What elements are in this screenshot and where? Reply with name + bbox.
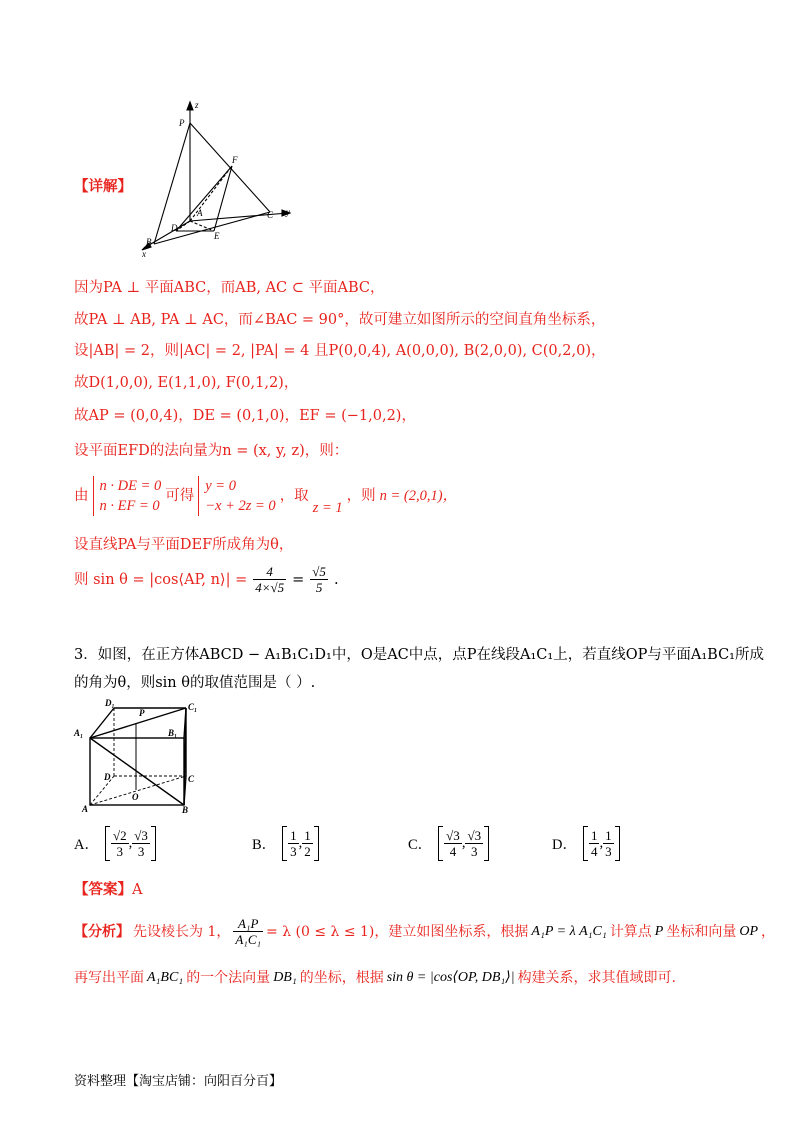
option-C-b-num: √3 bbox=[467, 828, 482, 843]
label-P: P bbox=[139, 708, 145, 718]
solution-line-1: 因为PA ⊥ 平面ABC，而AB, AC ⊂ 平面ABC， bbox=[74, 280, 385, 296]
solution-angle-line: 设直线PA与平面DEF所成角为θ， bbox=[74, 537, 294, 553]
analysis-p3: 计算点 bbox=[609, 923, 652, 940]
option-D-a-num: 1 bbox=[590, 828, 598, 843]
problem-line-1 bbox=[74, 645, 764, 665]
option-A-interval: $\frac{√2}{3}$ , $\frac{√3}{3}$ bbox=[105, 826, 156, 861]
solution-line-3: 设|AB| = 2，则|AC| = 2, |PA| = 4 且P(0,0,4), A(0,0,0), B(2,0,0), C(0,2,0)， bbox=[74, 343, 606, 359]
option-C-b-den: 3 bbox=[471, 844, 478, 859]
take-text: ，取 bbox=[279, 488, 309, 504]
option-B-a-num: 1 bbox=[290, 828, 297, 843]
problem-line-2: 的角为θ，则sin θ的取值范围是（ ）. bbox=[74, 675, 316, 691]
z-arrow bbox=[187, 102, 193, 110]
option-C-a-den: 4 bbox=[449, 844, 457, 859]
label-B: B bbox=[182, 805, 189, 814]
analysis-frac-num: A₁P bbox=[233, 916, 263, 932]
analysis-formula: sin θ = |cos⟨OP, DB₁⟩| bbox=[386, 970, 515, 985]
analysis-frac-den: A₁C₁ bbox=[235, 932, 262, 947]
label-A: A bbox=[197, 208, 203, 218]
analysis-line2a: 再写出平面 bbox=[74, 970, 144, 986]
edge-FD bbox=[176, 166, 232, 231]
option-D-b-num: 1 bbox=[605, 828, 612, 843]
option-C-a-num: √3 bbox=[446, 828, 460, 843]
result-fraction-den: 4×√5 bbox=[255, 580, 285, 595]
label-y: y bbox=[286, 207, 290, 217]
system-mid: 可得 bbox=[165, 488, 195, 504]
option-D-interval: $\frac{1}{4}$ , $\frac{1}{3}$ bbox=[583, 826, 620, 861]
solution-system-line bbox=[74, 476, 457, 516]
system-1-eq-2: n · EF = 0 bbox=[99, 498, 160, 514]
edge-AE bbox=[190, 221, 214, 231]
label-C: C bbox=[188, 774, 195, 784]
label-D: D bbox=[171, 223, 178, 233]
analysis-vec-DB1: DB₁ bbox=[273, 970, 297, 985]
page-footer: 资料整理【淘宝店铺：向阳百分百】 bbox=[74, 1074, 283, 1089]
solution-line-2: 故PA ⊥ AB, PA ⊥ AC，而∠BAC = 90°，故可建立如图所示的空间直角坐标系， bbox=[74, 312, 606, 328]
analysis-p2: = λ (0 ≤ λ ≤ 1)，建立如图坐标系，根据 bbox=[266, 923, 529, 940]
label-F: F bbox=[232, 155, 238, 165]
option-D[interactable] bbox=[552, 826, 620, 861]
problem-text-1: 如图，在正方体ABCD − A₁B₁C₁D₁中，O是AC中点，点P在线段A₁C₁上，若直线OP与平面A₁BC₁所成 bbox=[97, 647, 764, 663]
label-A: A bbox=[82, 804, 89, 814]
option-B-b-den: 2 bbox=[304, 844, 311, 859]
take-value: z = 1 bbox=[312, 500, 343, 516]
answer-tag: 【答案】 bbox=[74, 882, 132, 898]
result-eq: = bbox=[292, 571, 305, 588]
system-prefix: 由 bbox=[74, 488, 89, 504]
option-B-a-den: 3 bbox=[290, 844, 297, 859]
result-prefix: 则 sin θ = |cos⟨AP, n⟩| = bbox=[74, 571, 248, 588]
label-O: O bbox=[132, 792, 139, 802]
option-B-letter: B． bbox=[252, 837, 277, 853]
result-fraction-num: 4 bbox=[253, 564, 286, 580]
option-A-b-den: 3 bbox=[137, 844, 145, 859]
solution-line-4: 故D(1,0,0), E(1,1,0), F(0,1,2)， bbox=[74, 375, 299, 391]
analysis-line2b: 的一个法向量 bbox=[186, 970, 271, 986]
system-2-eq-2: −x + 2z = 0 bbox=[205, 498, 276, 514]
system-1-eq-1: n · DE = 0 bbox=[99, 478, 162, 494]
analysis-line2d: 构建关系，求其值域即可. bbox=[517, 970, 677, 986]
label-A1: A₁ bbox=[74, 728, 84, 738]
label-D1: D₁ bbox=[105, 698, 115, 708]
analysis-p4: 坐标和向量 bbox=[666, 923, 737, 940]
solution-tag: 【详解】 bbox=[74, 179, 132, 195]
then-text: ，则 bbox=[346, 488, 376, 504]
option-D-b-den: 3 bbox=[605, 844, 612, 859]
option-A-a-num: √2 bbox=[112, 828, 127, 843]
option-C[interactable] bbox=[408, 826, 489, 861]
system-1 bbox=[93, 476, 162, 516]
analysis-tag: 【分析】 bbox=[74, 923, 130, 940]
option-D-a-den: 4 bbox=[590, 844, 598, 859]
analysis-p5: ， bbox=[761, 923, 775, 940]
label-D: D bbox=[104, 772, 111, 782]
option-A-b-num: √3 bbox=[134, 828, 148, 843]
option-B-interval: $\frac{1}{3}$ , $\frac{1}{2}$ bbox=[282, 826, 319, 861]
result-final-num: √5 bbox=[312, 564, 326, 579]
system-2-eq-1: y = 0 bbox=[205, 478, 236, 494]
answer-line bbox=[74, 880, 142, 900]
answer-value: A bbox=[132, 882, 143, 898]
option-C-letter: C． bbox=[408, 837, 433, 853]
y-axis bbox=[190, 213, 288, 221]
label-C1: C₁ bbox=[188, 702, 198, 712]
analysis-vec-eq: A₁P = λ A₁C₁ bbox=[531, 923, 607, 939]
option-D-letter: D． bbox=[552, 837, 577, 853]
normal-vector: n = (2,0,1)， bbox=[379, 488, 458, 504]
result-final-den: 5 bbox=[315, 580, 323, 595]
result-fraction bbox=[253, 564, 286, 595]
option-A-a-den: 3 bbox=[116, 844, 124, 859]
analysis-line-1 bbox=[74, 916, 775, 947]
result-final bbox=[310, 564, 328, 595]
label-B1: B₁ bbox=[168, 728, 178, 738]
label-E: E bbox=[214, 231, 220, 241]
option-A-letter: A． bbox=[74, 837, 99, 853]
label-x: x bbox=[142, 249, 146, 259]
analysis-vec-OP: OP bbox=[739, 923, 758, 939]
option-A[interactable] bbox=[74, 826, 156, 861]
label-B: B bbox=[146, 237, 152, 247]
result-end: . bbox=[333, 571, 339, 588]
cube-figure bbox=[72, 698, 202, 814]
analysis-line-2 bbox=[74, 968, 676, 988]
label-C: C bbox=[267, 210, 274, 220]
system-2 bbox=[198, 476, 275, 516]
option-B-b-num: 1 bbox=[304, 828, 311, 843]
option-B[interactable] bbox=[252, 826, 319, 861]
option-C-interval: $\frac{√3}{4}$ , $\frac{√3}{3}$ bbox=[438, 826, 489, 861]
analysis-line2c: 的坐标，根据 bbox=[299, 970, 384, 986]
solution-line-5: 故AP = (0,0,4)，DE = (0,1,0)，EF = (−1,0,2)， bbox=[74, 408, 416, 424]
solution-result-line bbox=[74, 564, 339, 595]
analysis-p1: 先设棱长为 1， bbox=[133, 923, 231, 940]
tetrahedron-figure bbox=[140, 96, 300, 260]
analysis-plane: A₁BC₁ bbox=[147, 970, 184, 985]
analysis-point-P: P bbox=[654, 923, 664, 939]
solution-line-6: 设平面EFD的法向量为n = (x, y, z)，则： bbox=[74, 443, 349, 459]
problem-number: 3． bbox=[74, 647, 98, 663]
label-z: z bbox=[195, 100, 199, 110]
analysis-fraction bbox=[233, 916, 263, 947]
edge-A1D1 bbox=[90, 708, 114, 738]
label-P: P bbox=[179, 118, 185, 128]
